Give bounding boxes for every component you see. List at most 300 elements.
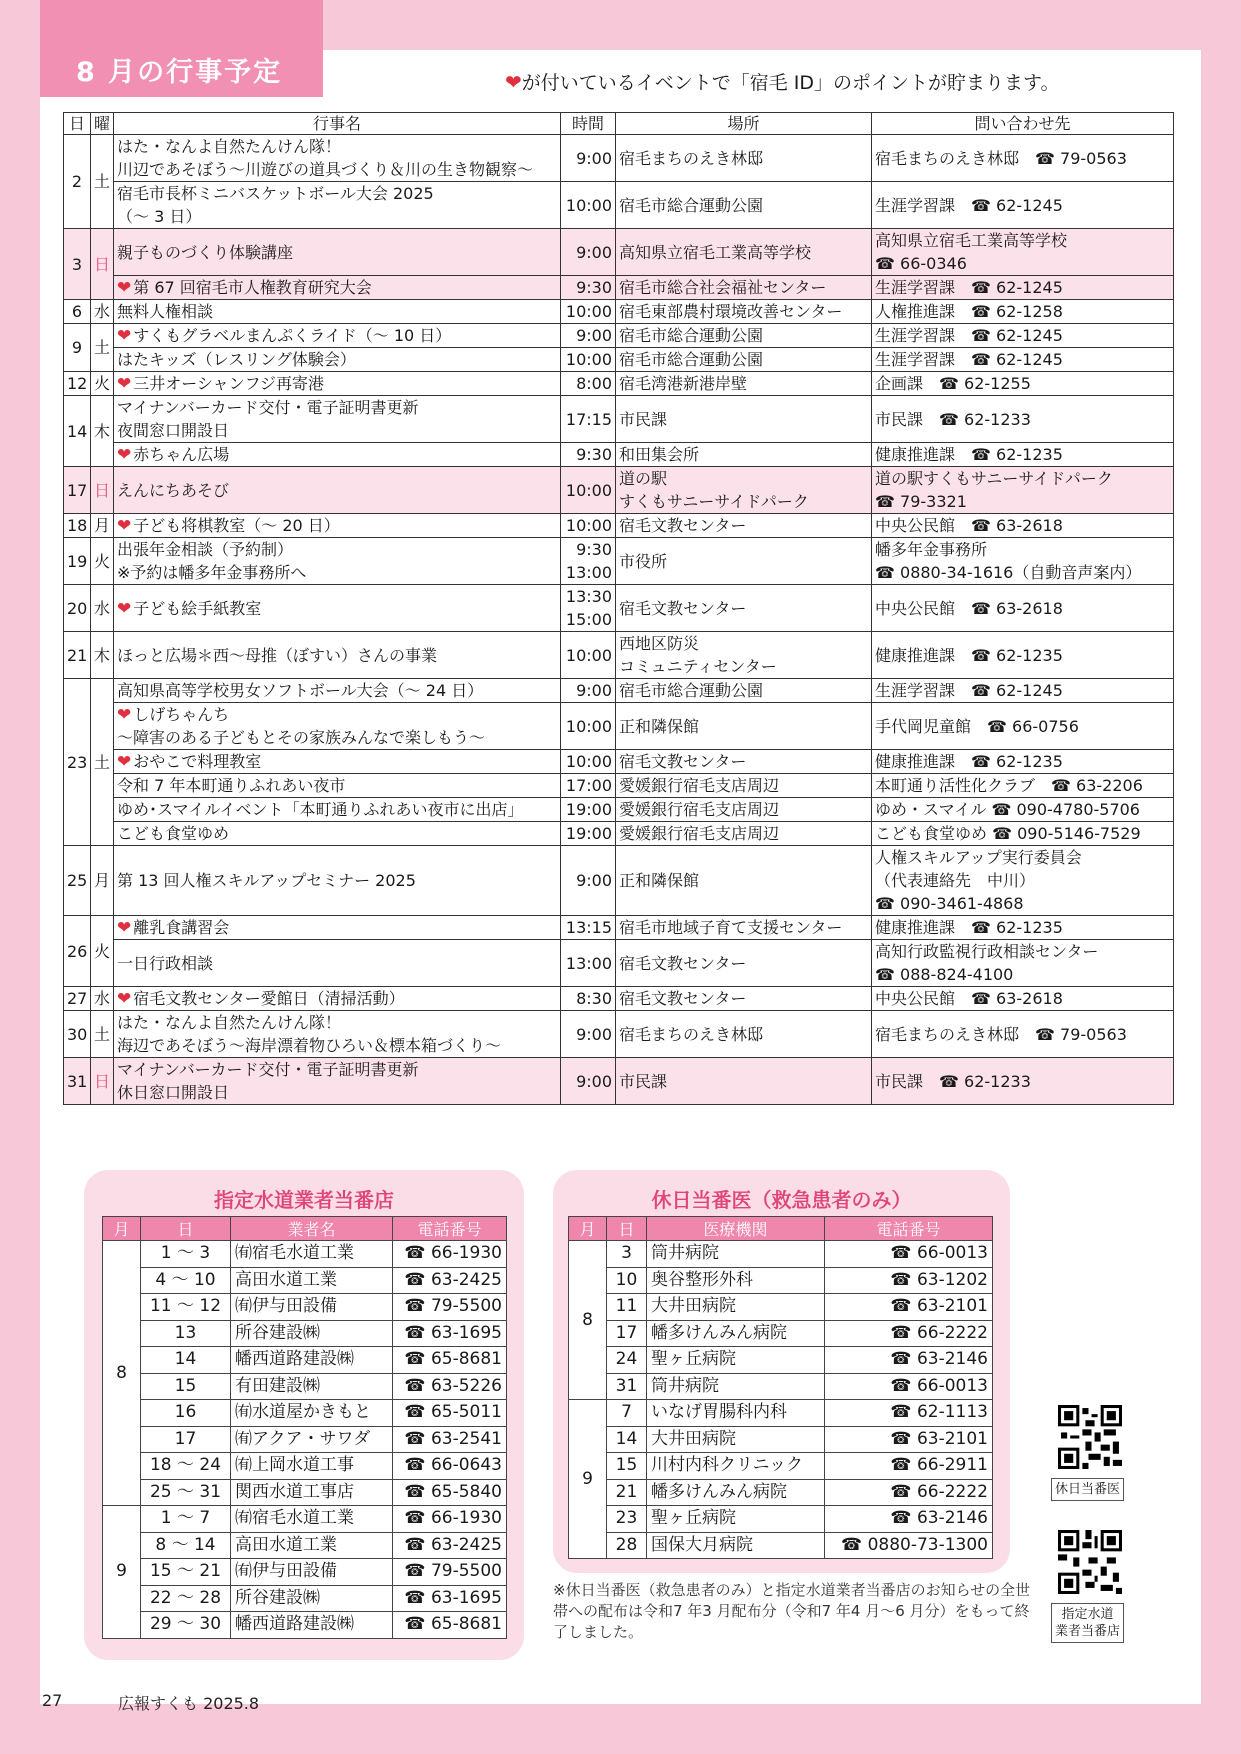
- doctor-name: 大井田病院: [647, 1426, 825, 1453]
- water-day: 17: [141, 1426, 231, 1453]
- water-phone: ☎ 66-0643: [393, 1453, 507, 1480]
- schedule-day: 3: [64, 229, 91, 300]
- col-day: 日: [64, 113, 91, 135]
- schedule-event-name: 子ども絵手紙教室: [133, 598, 262, 618]
- schedule-event: [114, 940, 561, 987]
- schedule-time: 9:30: [561, 443, 616, 467]
- water-phone: ☎ 63-2541: [393, 1426, 507, 1453]
- schedule-event-name: ほっと広場＊西～母推（ぼすい）さんの事業: [117, 645, 438, 665]
- schedule-place: 西地区防災 コミュニティセンター: [616, 632, 872, 679]
- schedule-time: 13:30 15:00: [561, 585, 616, 632]
- doctor-row: [569, 1241, 993, 1268]
- schedule-event-name: おやこで料理教室: [133, 752, 262, 771]
- schedule-row: [64, 632, 1174, 679]
- schedule-row: [64, 538, 1174, 585]
- doctor-day: 15: [607, 1453, 647, 1480]
- water-phone: ☎ 63-2425: [393, 1532, 507, 1559]
- water-phone: ☎ 79-5500: [393, 1559, 507, 1586]
- doctor-row: [569, 1320, 993, 1347]
- schedule-row: [64, 987, 1174, 1011]
- schedule-time: 10:00: [561, 348, 616, 372]
- doctor-col-hospital: 医療機関: [647, 1217, 825, 1241]
- schedule-place: 道の駅 すくもサニーサイドパーク: [616, 467, 872, 514]
- schedule-row: [64, 135, 1174, 182]
- schedule-event: [114, 276, 561, 300]
- doctor-name: 筒井病院: [647, 1241, 825, 1268]
- schedule-contact: 手代岡児童館 ☎ 66-0756: [872, 703, 1174, 750]
- schedule-row: [64, 229, 1174, 276]
- doctor-header-row: [569, 1217, 993, 1241]
- schedule-time: 9:30: [561, 276, 616, 300]
- schedule-event-name: マイナンバーカード交付・電子証明書更新 休日窓口開設日: [117, 1060, 419, 1102]
- schedule-time: 8:30: [561, 987, 616, 1011]
- distribution-footnote: ※休日当番医（救急患者のみ）と指定水道業者当番店のお知らせの全世帯への配布は令和7 年3 月配布分（令和7 年4 月～6 月分）をもって終了しました。: [553, 1581, 1031, 1641]
- schedule-place: 市役所: [616, 538, 872, 585]
- schedule-place: 宿毛文教センター: [616, 940, 872, 987]
- schedule-day: 23: [64, 679, 91, 846]
- schedule-time: 9:00: [561, 1011, 616, 1058]
- heart-icon: ❤: [505, 70, 522, 94]
- schedule-time: 10:00: [561, 750, 616, 774]
- schedule-contact: 市民課 ☎ 62-1233: [872, 1058, 1174, 1105]
- schedule-contact: 生涯学習課 ☎ 62-1245: [872, 324, 1174, 348]
- schedule-event-name: マイナンバーカード交付・電子証明書更新 夜間窓口開設日: [117, 398, 419, 440]
- doctor-col-day: 日: [607, 1217, 647, 1241]
- doctor-phone: ☎ 0880-73-1300: [825, 1532, 993, 1559]
- schedule-row: [64, 372, 1174, 396]
- schedule-time: 10:00: [561, 703, 616, 750]
- schedule-contact: 健康推進課 ☎ 62-1235: [872, 916, 1174, 940]
- doctor-row: [569, 1347, 993, 1374]
- schedule-day: 26: [64, 916, 91, 987]
- schedule-place: 市民課: [616, 1058, 872, 1105]
- water-name: 高田水道工業: [231, 1267, 393, 1294]
- schedule-place: 宿毛湾港新港岸壁: [616, 372, 872, 396]
- heart-note: [505, 68, 1060, 95]
- schedule-weekday: 土: [91, 679, 114, 846]
- schedule-event-name: しげちゃんち ～障害のある子どもとその家族みんなで楽しもう～: [117, 705, 486, 747]
- doctor-row: [569, 1267, 993, 1294]
- schedule-event: [114, 443, 561, 467]
- water-col-company: 業者名: [231, 1217, 393, 1241]
- water-row: [103, 1453, 507, 1480]
- water-duty-table: [102, 1216, 507, 1639]
- schedule-body: [64, 135, 1174, 1105]
- doctor-phone: ☎ 66-2911: [825, 1453, 993, 1480]
- water-row: [103, 1373, 507, 1400]
- schedule-event: [114, 750, 561, 774]
- schedule-event: [114, 538, 561, 585]
- schedule-day: 30: [64, 1011, 91, 1058]
- schedule-contact: 生涯学習課 ☎ 62-1245: [872, 679, 1174, 703]
- doctor-month: 8: [569, 1241, 607, 1400]
- schedule-row: [64, 182, 1174, 229]
- water-phone: ☎ 63-1695: [393, 1320, 507, 1347]
- schedule-place: 愛媛銀行宿毛支店周辺: [616, 822, 872, 846]
- doctor-phone: ☎ 66-2222: [825, 1479, 993, 1506]
- schedule-event: [114, 679, 561, 703]
- doctor-name: 幡多けんみん病院: [647, 1320, 825, 1347]
- doctor-row: [569, 1373, 993, 1400]
- water-day: 29 ～ 30: [141, 1612, 231, 1639]
- water-day: 1 ～ 7: [141, 1506, 231, 1533]
- schedule-event-name: 赤ちゃん広場: [133, 445, 230, 464]
- schedule-row: [64, 514, 1174, 538]
- schedule-time: 9:00: [561, 846, 616, 916]
- schedule-weekday: 木: [91, 396, 114, 467]
- schedule-event: [114, 396, 561, 443]
- schedule-row: [64, 940, 1174, 987]
- schedule-event-name: すくもグラベルまんぷくライド（～ 10 日）: [133, 326, 452, 345]
- water-name: 所谷建設㈱: [231, 1320, 393, 1347]
- water-row: [103, 1559, 507, 1586]
- schedule-day: 6: [64, 300, 91, 324]
- schedule-event-name: はた・なんよ自然たんけん隊！ 川辺であそぼう～川遊びの道具づくり＆川の生き物観察～: [117, 137, 534, 179]
- schedule-row: [64, 846, 1174, 916]
- schedule-contact: 人権推進課 ☎ 62-1258: [872, 300, 1174, 324]
- water-name: ㈲宿毛水道工業: [231, 1241, 393, 1268]
- water-phone: ☎ 65-8681: [393, 1612, 507, 1639]
- doctor-phone: ☎ 63-2146: [825, 1347, 993, 1374]
- schedule-event-name: はた・なんよ自然たんけん隊！ 海辺であそぼう～海岸漂着物ひろい＆標本箱づくり～: [117, 1013, 502, 1055]
- schedule-event: [114, 916, 561, 940]
- schedule-event-name: 令和 7 年本町通りふれあい夜市: [117, 776, 346, 795]
- schedule-event-name: ゆめ･スマイルイベント「本町通りふれあい夜市に出店」: [117, 800, 524, 819]
- schedule-row: [64, 348, 1174, 372]
- schedule-row: [64, 1058, 1174, 1105]
- schedule-place: 高知県立宿毛工業高等学校: [616, 229, 872, 276]
- schedule-contact: 健康推進課 ☎ 62-1235: [872, 632, 1174, 679]
- schedule-row: [64, 1011, 1174, 1058]
- water-day: 15: [141, 1373, 231, 1400]
- schedule-contact: 生涯学習課 ☎ 62-1245: [872, 182, 1174, 229]
- water-col-day: 日: [141, 1217, 231, 1241]
- schedule-row: [64, 324, 1174, 348]
- doctor-row: [569, 1506, 993, 1533]
- qr-code-doctor[interactable]: [1058, 1405, 1122, 1469]
- schedule-time: 10:00: [561, 182, 616, 229]
- schedule-event: [114, 822, 561, 846]
- schedule-weekday: 木: [91, 632, 114, 679]
- water-day: 18 ～ 24: [141, 1453, 231, 1480]
- schedule-contact: 幡多年金事務所 ☎ 0880-34-1616（自動音声案内）: [872, 538, 1174, 585]
- schedule-header-row: [64, 113, 1174, 135]
- doctor-name: いなげ胃腸科内科: [647, 1400, 825, 1427]
- schedule-contact: 中央公民館 ☎ 63-2618: [872, 585, 1174, 632]
- water-row: [103, 1267, 507, 1294]
- qr-code-water[interactable]: [1058, 1530, 1122, 1594]
- doctor-month: 9: [569, 1400, 607, 1559]
- doctor-row: [569, 1453, 993, 1480]
- doctor-phone: ☎ 63-2146: [825, 1506, 993, 1533]
- doctor-name: 聖ヶ丘病院: [647, 1347, 825, 1374]
- doctor-day: 23: [607, 1506, 647, 1533]
- schedule-event-name: 無料人権相談: [117, 302, 214, 321]
- schedule-time: 9:00: [561, 324, 616, 348]
- schedule-weekday: 火: [91, 372, 114, 396]
- water-row: [103, 1612, 507, 1639]
- water-phone: ☎ 63-2425: [393, 1267, 507, 1294]
- water-row: [103, 1241, 507, 1268]
- water-col-month: 月: [103, 1217, 141, 1241]
- schedule-time: 13:00: [561, 940, 616, 987]
- schedule-time: 19:00: [561, 798, 616, 822]
- col-place: 場所: [616, 113, 872, 135]
- schedule-contact: 宿毛まちのえき林邸 ☎ 79-0563: [872, 135, 1174, 182]
- water-name: 幡西道路建設㈱: [231, 1347, 393, 1374]
- water-day: 8 ～ 14: [141, 1532, 231, 1559]
- col-time: 時間: [561, 113, 616, 135]
- schedule-day: 21: [64, 632, 91, 679]
- doctor-col-month: 月: [569, 1217, 607, 1241]
- heart-icon: ❤: [117, 752, 132, 772]
- schedule-event-name: 第 67 回宿毛市人権教育研究大会: [133, 278, 372, 297]
- doctor-name: 奥谷整形外科: [647, 1267, 825, 1294]
- schedule-contact: 人権スキルアップ実行委員会 （代表連絡先 中川） ☎ 090-3461-4868: [872, 846, 1174, 916]
- schedule-time: 10:00: [561, 632, 616, 679]
- water-name: ㈲上岡水道工事: [231, 1453, 393, 1480]
- schedule-row: [64, 916, 1174, 940]
- schedule-weekday: 火: [91, 538, 114, 585]
- schedule-place: 宿毛市地域子育て支援センター: [616, 916, 872, 940]
- doctor-phone: ☎ 66-0013: [825, 1241, 993, 1268]
- schedule-event: [114, 1011, 561, 1058]
- heart-icon: ❤: [117, 989, 132, 1009]
- schedule-place: 宿毛東部農村環境改善センター: [616, 300, 872, 324]
- schedule-place: 和田集会所: [616, 443, 872, 467]
- schedule-event: [114, 229, 561, 276]
- publication-name: 広報すくも 2025.8: [118, 1694, 260, 1713]
- schedule-day: 9: [64, 324, 91, 372]
- schedule-contact: 高知県立宿毛工業高等学校 ☎ 66-0346: [872, 229, 1174, 276]
- water-day: 22 ～ 28: [141, 1585, 231, 1612]
- water-phone: ☎ 65-5011: [393, 1400, 507, 1427]
- schedule-weekday: 月: [91, 514, 114, 538]
- doctor-phone: ☎ 66-0013: [825, 1373, 993, 1400]
- schedule-time: 10:00: [561, 467, 616, 514]
- col-contact: 問い合わせ先: [872, 113, 1174, 135]
- schedule-event-name: 第 13 回人権スキルアップセミナー 2025: [117, 871, 416, 890]
- doctor-phone: ☎ 63-2101: [825, 1426, 993, 1453]
- holiday-doctor-table: [568, 1216, 993, 1559]
- schedule-event-name: 三井オーシャンフジ再寄港: [133, 374, 324, 393]
- schedule-place: 宿毛市総合社会福祉センター: [616, 276, 872, 300]
- schedule-event-name: はたキッズ（レスリング体験会）: [117, 350, 356, 369]
- schedule-event: [114, 798, 561, 822]
- schedule-row: [64, 774, 1174, 798]
- doctor-row: [569, 1426, 993, 1453]
- schedule-event: [114, 846, 561, 916]
- doctor-row: [569, 1532, 993, 1559]
- water-row: [103, 1426, 507, 1453]
- schedule-place: 宿毛文教センター: [616, 750, 872, 774]
- schedule-event-name: 高知県高等学校男女ソフトボール大会（～ 24 日）: [117, 681, 484, 700]
- schedule-event: [114, 324, 561, 348]
- schedule-event-name: 宿毛市長杯ミニバスケットボール大会 2025 （～ 3 日）: [117, 184, 434, 226]
- water-phone: ☎ 63-5226: [393, 1373, 507, 1400]
- col-event: 行事名: [114, 113, 561, 135]
- schedule-event-name: 一日行政相談: [117, 953, 214, 973]
- doctor-col-phone: 電話番号: [825, 1217, 993, 1241]
- schedule-event: [114, 135, 561, 182]
- schedule-contact: 生涯学習課 ☎ 62-1245: [872, 276, 1174, 300]
- doctor-day: 21: [607, 1479, 647, 1506]
- schedule-contact: 高知行政監視行政相談センター ☎ 088-824-4100: [872, 940, 1174, 987]
- schedule-event: [114, 703, 561, 750]
- water-day: 16: [141, 1400, 231, 1427]
- schedule-weekday: 火: [91, 916, 114, 987]
- water-row: [103, 1585, 507, 1612]
- schedule-place: 宿毛市総合運動公園: [616, 348, 872, 372]
- water-day: 4 ～ 10: [141, 1267, 231, 1294]
- schedule-event: [114, 300, 561, 324]
- doctor-name: 川村内科クリニック: [647, 1453, 825, 1480]
- doctor-phone: ☎ 63-1202: [825, 1267, 993, 1294]
- schedule-place: 宿毛まちのえき林邸: [616, 135, 872, 182]
- water-phone: ☎ 79-5500: [393, 1294, 507, 1321]
- schedule-event-name: 宿毛文教センター愛館日（清掃活動）: [133, 989, 405, 1008]
- water-phone: ☎ 63-1695: [393, 1585, 507, 1612]
- schedule-place: 宿毛市総合運動公園: [616, 182, 872, 229]
- water-phone: ☎ 65-5840: [393, 1479, 507, 1506]
- schedule-contact: 本町通り活性化クラブ ☎ 63-2206: [872, 774, 1174, 798]
- schedule-event: [114, 348, 561, 372]
- water-name: 幡西道路建設㈱: [231, 1612, 393, 1639]
- schedule-place: 宿毛市総合運動公園: [616, 679, 872, 703]
- doctor-day: 10: [607, 1267, 647, 1294]
- heart-icon: ❤: [117, 705, 132, 725]
- schedule-weekday: 土: [91, 324, 114, 372]
- water-phone: ☎ 66-1930: [393, 1241, 507, 1268]
- doctor-name: 国保大月病院: [647, 1532, 825, 1559]
- schedule-event: [114, 774, 561, 798]
- schedule-place: 宿毛市総合運動公園: [616, 324, 872, 348]
- schedule-weekday: 月: [91, 846, 114, 916]
- qr-label-doctor: 休日当番医: [1051, 1478, 1124, 1501]
- schedule-contact: 道の駅すくもサニーサイドパーク ☎ 79-3321: [872, 467, 1174, 514]
- water-day: 25 ～ 31: [141, 1479, 231, 1506]
- water-row: [103, 1294, 507, 1321]
- schedule-contact: 中央公民館 ☎ 63-2618: [872, 987, 1174, 1011]
- schedule-time: 10:00: [561, 514, 616, 538]
- doctor-name: 幡多けんみん病院: [647, 1479, 825, 1506]
- water-day: 1 ～ 3: [141, 1241, 231, 1268]
- doctor-row: [569, 1479, 993, 1506]
- schedule-weekday: 土: [91, 135, 114, 229]
- water-row: [103, 1532, 507, 1559]
- schedule-event-name: 子ども将棋教室（～ 20 日）: [133, 516, 340, 535]
- qr-label-water: 指定水道 業者当番店: [1051, 1603, 1124, 1643]
- schedule-time: 9:00: [561, 229, 616, 276]
- schedule-row: [64, 798, 1174, 822]
- schedule-event: [114, 467, 561, 514]
- heart-icon: ❤: [117, 278, 132, 298]
- schedule-contact: 企画課 ☎ 62-1255: [872, 372, 1174, 396]
- doctor-day: 17: [607, 1320, 647, 1347]
- schedule-day: 2: [64, 135, 91, 229]
- water-month: 8: [103, 1241, 141, 1506]
- water-day: 13: [141, 1320, 231, 1347]
- heart-icon: ❤: [117, 445, 132, 465]
- schedule-event: [114, 987, 561, 1011]
- doctor-phone: ☎ 66-2222: [825, 1320, 993, 1347]
- schedule-row: [64, 276, 1174, 300]
- schedule-contact: 宿毛まちのえき林邸 ☎ 79-0563: [872, 1011, 1174, 1058]
- heart-icon: ❤: [117, 598, 132, 619]
- schedule-weekday: 土: [91, 1011, 114, 1058]
- schedule-contact: ゆめ・スマイル ☎ 090-4780-5706: [872, 798, 1174, 822]
- schedule-weekday: 水: [91, 585, 114, 632]
- schedule-day: 12: [64, 372, 91, 396]
- schedule-time: 19:00: [561, 822, 616, 846]
- schedule-weekday: 水: [91, 300, 114, 324]
- water-phone: ☎ 65-8681: [393, 1347, 507, 1374]
- heart-icon: ❤: [117, 516, 132, 536]
- schedule-time: 9:30 13:00: [561, 538, 616, 585]
- doctor-day: 28: [607, 1532, 647, 1559]
- water-row: [103, 1320, 507, 1347]
- heart-icon: ❤: [117, 374, 132, 394]
- col-weekday: 曜: [91, 113, 114, 135]
- schedule-event-name: 親子ものづくり体験講座: [117, 242, 294, 262]
- schedule-day: 25: [64, 846, 91, 916]
- schedule-contact: 健康推進課 ☎ 62-1235: [872, 443, 1174, 467]
- schedule-place: 正和隣保館: [616, 846, 872, 916]
- water-name: 高田水道工業: [231, 1532, 393, 1559]
- heart-note-text: が付いているイベントで「宿毛 ID」のポイントが貯まります。: [521, 72, 1060, 94]
- water-col-phone: 電話番号: [393, 1217, 507, 1241]
- schedule-row: [64, 679, 1174, 703]
- water-header-row: [103, 1217, 507, 1241]
- schedule-day: 14: [64, 396, 91, 467]
- schedule-day: 31: [64, 1058, 91, 1105]
- schedule-day: 17: [64, 467, 91, 514]
- schedule-event: [114, 1058, 561, 1105]
- schedule-row: [64, 750, 1174, 774]
- schedule-weekday: 日: [91, 1058, 114, 1105]
- schedule-contact: 健康推進課 ☎ 62-1235: [872, 750, 1174, 774]
- water-row: [103, 1506, 507, 1533]
- qr-code-doctor-icon: [1058, 1405, 1122, 1469]
- schedule-event: [114, 182, 561, 229]
- doctor-day: 7: [607, 1400, 647, 1427]
- schedule-time: 13:15: [561, 916, 616, 940]
- schedule-place: 愛媛銀行宿毛支店周辺: [616, 774, 872, 798]
- water-name: ㈲アクア・サワダ: [231, 1426, 393, 1453]
- doctor-name: 聖ヶ丘病院: [647, 1506, 825, 1533]
- schedule-place: 宿毛文教センター: [616, 585, 872, 632]
- schedule-time: 8:00: [561, 372, 616, 396]
- schedule-time: 9:00: [561, 1058, 616, 1105]
- heart-icon: ❤: [117, 918, 132, 938]
- event-schedule-table: [63, 112, 1174, 1105]
- doctor-name: 筒井病院: [647, 1373, 825, 1400]
- schedule-contact: 中央公民館 ☎ 63-2618: [872, 514, 1174, 538]
- page-title: 8 月の行事予定: [76, 57, 283, 88]
- heart-icon: ❤: [117, 326, 132, 346]
- schedule-day: 19: [64, 538, 91, 585]
- schedule-event-name: えんにちあそび: [117, 480, 230, 500]
- water-name: 有田建設㈱: [231, 1373, 393, 1400]
- schedule-event: [114, 372, 561, 396]
- schedule-row: [64, 585, 1174, 632]
- schedule-day: 18: [64, 514, 91, 538]
- schedule-place: 愛媛銀行宿毛支店周辺: [616, 798, 872, 822]
- schedule-place: 正和隣保館: [616, 703, 872, 750]
- water-name: ㈲伊与田設備: [231, 1559, 393, 1586]
- schedule-event-name: 出張年金相談（予約制） ※予約は幡多年金事務所へ: [117, 540, 307, 582]
- schedule-row: [64, 300, 1174, 324]
